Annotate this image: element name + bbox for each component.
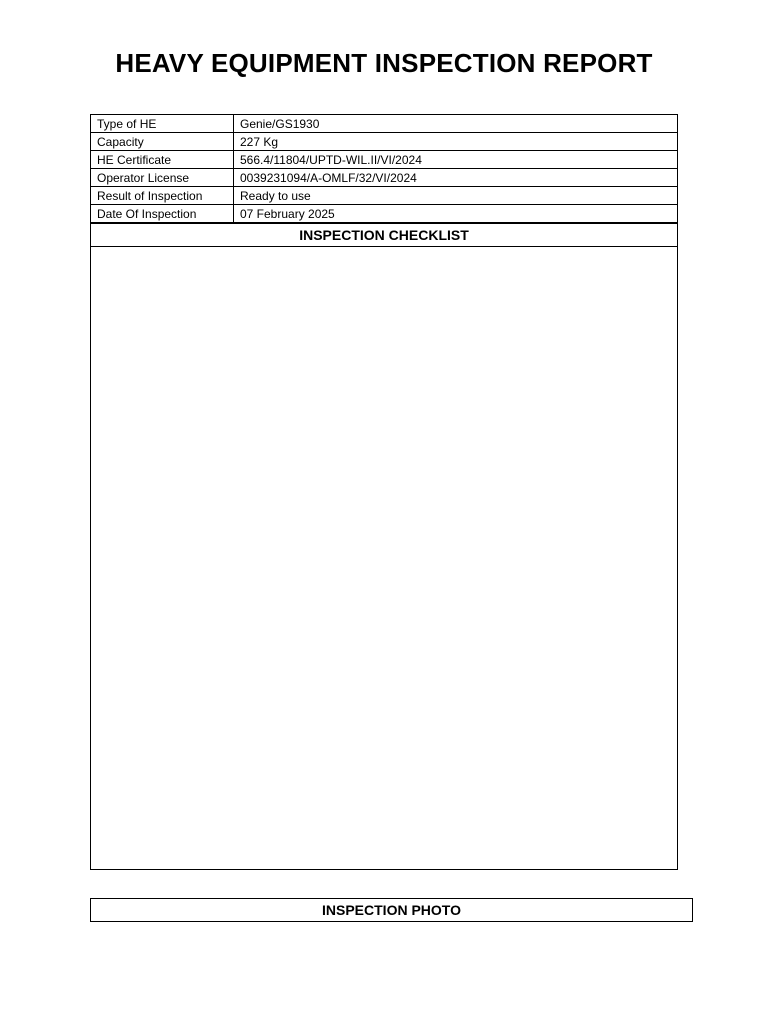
table-row [91, 115, 678, 133]
checklist-area [90, 245, 678, 870]
equipment-info-table [90, 114, 678, 223]
info-value-certificate: 566.4/11804/UPTD-WIL.II/VI/2024 [234, 151, 678, 169]
info-label-result: Result of Inspection [91, 187, 234, 205]
table-row [91, 151, 678, 169]
info-value-type: Genie/GS1930 [234, 115, 678, 133]
info-value-date: 07 February 2025 [234, 205, 678, 223]
table-row [91, 133, 678, 151]
info-value-operator-license: 0039231094/A-OMLF/32/VI/2024 [234, 169, 678, 187]
info-label-type: Type of HE [91, 115, 234, 133]
checklist-heading: INSPECTION CHECKLIST [90, 223, 678, 247]
table-row [91, 187, 678, 205]
info-label-capacity: Capacity [91, 133, 234, 151]
info-label-date: Date Of Inspection [91, 205, 234, 223]
info-label-certificate: HE Certificate [91, 151, 234, 169]
info-label-operator-license: Operator License [91, 169, 234, 187]
table-row [91, 205, 678, 223]
photo-heading: INSPECTION PHOTO [90, 898, 693, 922]
info-value-result: Ready to use [234, 187, 678, 205]
table-row [91, 169, 678, 187]
info-value-capacity: 227 Kg [234, 133, 678, 151]
report-title: HEAVY EQUIPMENT INSPECTION REPORT [115, 48, 653, 78]
